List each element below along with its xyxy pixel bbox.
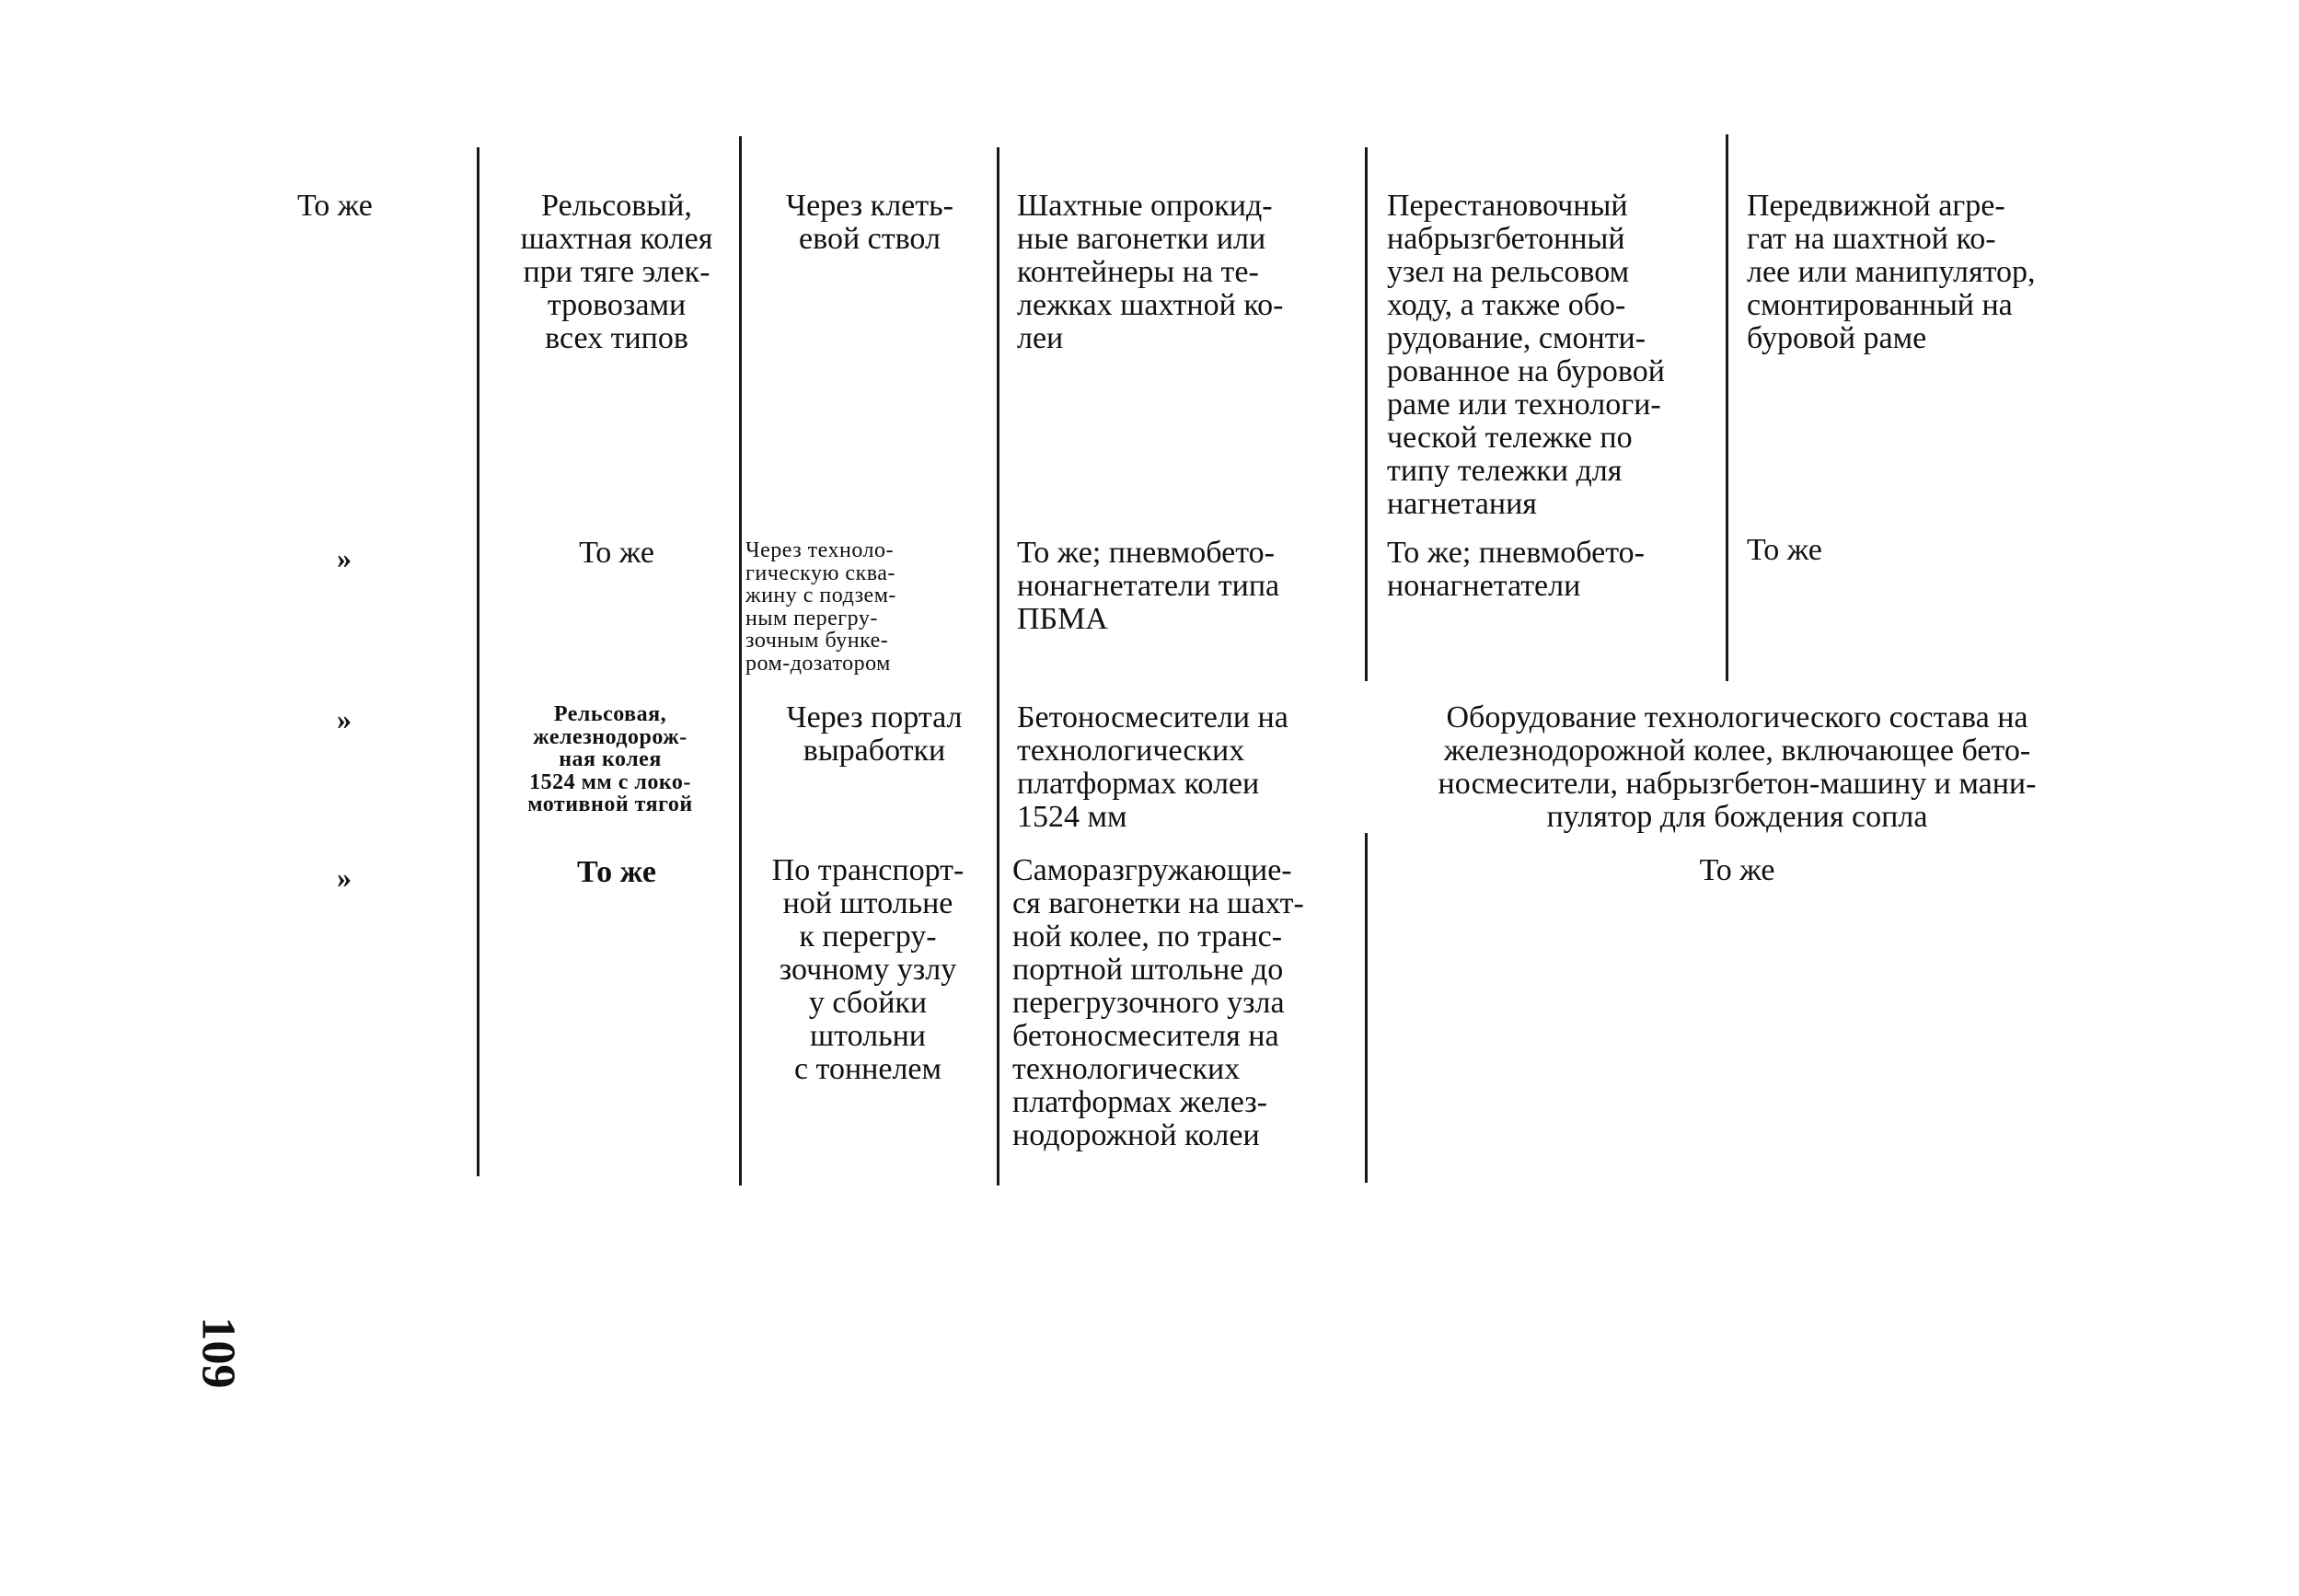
row1-manipulator: Передвижной агре- гат на шахтной ко- лее или манипулятор, смонтированный на буровой раме [1747,189,2036,355]
column-divider-4-lower [1365,833,1368,1183]
row3-ditto-marker: » [337,702,352,735]
row2-equipment: То же; пневмобето- нонагнетатели типа ПБМА [1017,536,1280,636]
row2-transport: То же [579,536,654,570]
column-divider-2 [739,136,742,1185]
row4-ditto-marker: » [337,861,352,894]
row1-transport: Рельсовый, шахтная колея при тяге элек- тровозами всех типов [520,189,713,355]
page-number: 109 [191,1316,245,1389]
row3-transport: Рельсовая, железнодорож- ная колея 1524 мм с локо- мотивной тягой [527,702,693,816]
row1-marker: То же [297,189,373,223]
row4-merged-equipment: То же [1699,853,1775,887]
column-divider-3 [997,147,999,1185]
row3-equipment: Бетоносмесители на технологических платформах колеи 1524 мм [1017,700,1288,834]
row2-manipulator: То же [1747,533,1822,567]
column-divider-1 [477,147,479,1176]
column-divider-5 [1726,134,1728,681]
row2-ditto-marker: » [337,541,352,574]
row4-transport: То же [577,855,656,889]
row2-delivery: Через техноло- гическую сква- жину с подзем- ным перегру- зочным бунке- ром-дозатором [745,538,896,676]
row3-merged-equipment: Оборудование технологического состава на железнодорожной колее, включающее бето- носмесители, набрызгбетон-машину и мани- пулятор для бождения сопла [1438,700,2037,834]
row4-equipment: Саморазгружающие- ся вагонетки на шахт- ной колее, по транс- портной штольне до перегрузочного узла бетоносмесителя на технологических платформах желез- нодорожной колеи [1012,853,1304,1152]
row2-spray-unit: То же; пневмобето- нонагнетатели [1387,536,1645,603]
row4-delivery: По транспорт- ной штольне к перегру- зочному узлу у сбойки штольни с тоннелем [771,853,965,1086]
row1-equipment: Шахтные опрокид- ные вагонетки или контейнеры на те- лежках шахтной ко- леи [1017,189,1284,355]
row1-delivery: Через клеть- евой ствол [786,189,953,256]
column-divider-4 [1365,147,1368,681]
row1-spray-unit: Перестановочный набрызгбетонный узел на рельсовом ходу, а также обо- рудование, смонти- рованное на буровой раме или технологи- ческой тележке по типу тележки для нагнетания [1387,189,1665,521]
row3-delivery: Через портал выработки [786,700,963,768]
